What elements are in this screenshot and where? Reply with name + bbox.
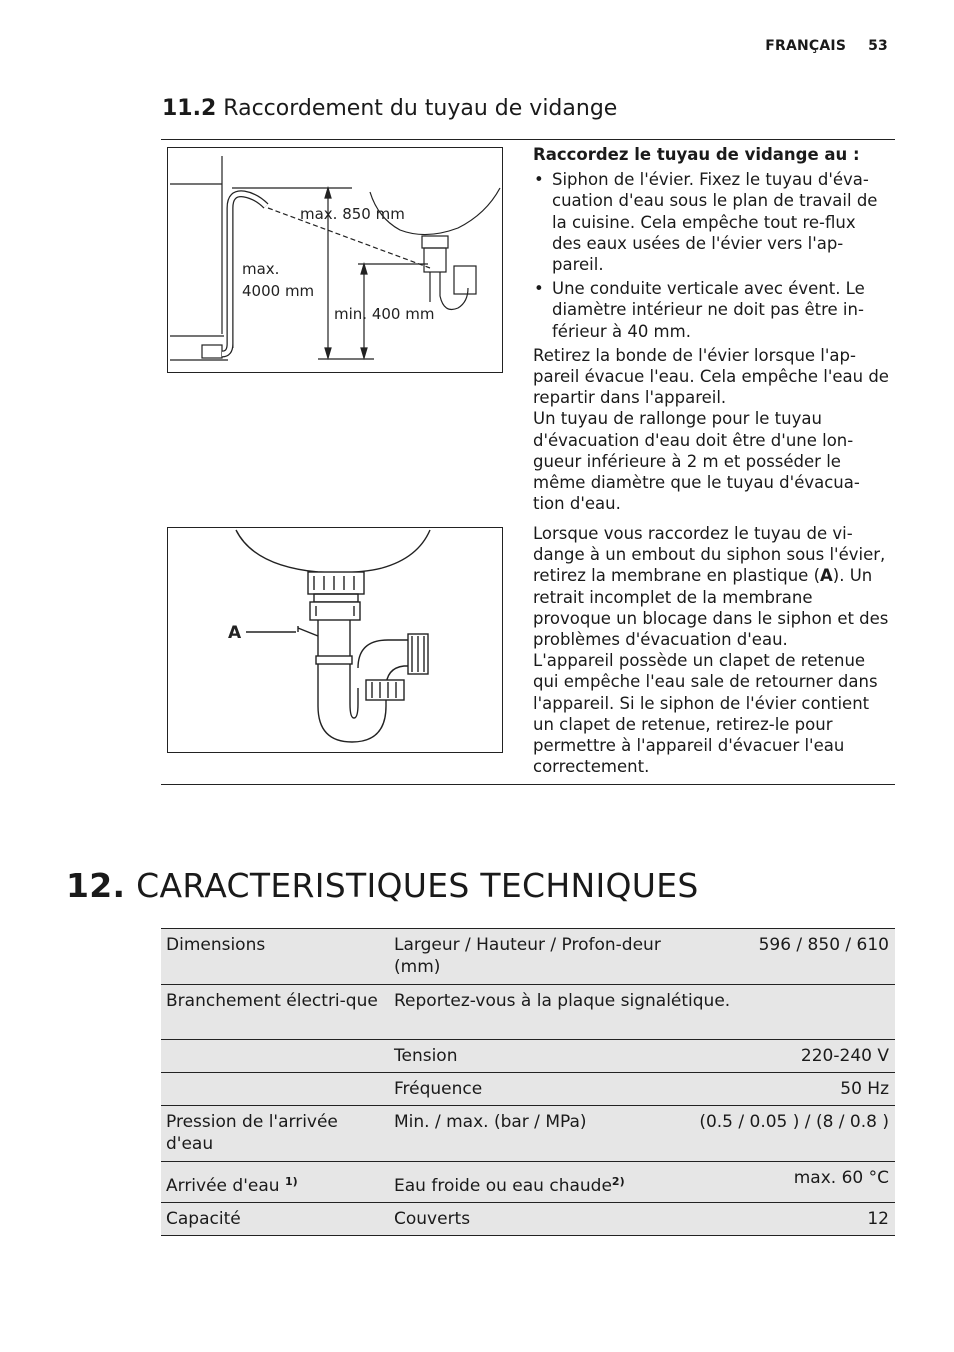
table-cell: 596 / 850 / 610 [670,929,895,985]
table-row [161,1073,895,1106]
table-cell: 50 Hz [670,1073,895,1106]
label-a: A [228,623,242,643]
page-number: 53 [868,38,888,54]
label-max: max. [242,260,280,278]
membrane-label-a: A [820,566,833,586]
list-item: • Siphon de l'évier. Fixez le tuyau d'éva-cuation d'eau sous le plan de travail de la cuisine. Cela empêche tout re-flux des eaux usées de l'évier vers l'ap-pareil. [533,169,889,275]
table-row [161,1203,895,1236]
table-cell: max. 60 °C [670,1162,895,1203]
table-cell [389,1162,670,1203]
drain-connection-text [533,144,889,514]
footnote-ref: 1) [284,1175,298,1188]
membrane-text-after: ). Un retrait incomplet de la membrane provoque un blocage dans le siphon et des problèmes d'évacuation d'eau. [533,566,889,650]
chapter-title-text: CARACTERISTIQUES TECHNIQUES [136,866,699,905]
section-bottom-rule [161,784,895,785]
siphon-membrane-diagram [168,528,502,752]
drain-hose-height-diagram [168,148,502,372]
table-cell: Min. / max. (bar / MPa) [389,1106,670,1162]
membrane-para [533,523,889,650]
table-cell: Couverts [389,1203,670,1236]
label-max-850: max. 850 mm [300,205,405,223]
table-cell: Dimensions [161,929,389,985]
table-cell: 12 [670,1203,895,1236]
table-cell [161,1040,389,1073]
water-inlet-label: Arrivée d'eau [166,1176,280,1196]
drain-intro: Raccordez le tuyau de vidange au : [533,145,860,164]
table-row [161,929,895,985]
drain-hose-height-figure [167,147,503,373]
table-cell [161,1073,389,1106]
section-top-rule [161,139,895,140]
section-number: 11.2 [162,96,217,121]
table-row [161,1162,895,1203]
siphon-membrane-figure [167,527,503,753]
table-cell: 220-240 V [670,1040,895,1073]
table-cell: Branchement électri-que [161,985,389,1040]
chapter-number: 12. [66,866,126,905]
valve-para: L'appareil possède un clapet de retenue qui empêche l'eau sale de retourner dans l'appareil. Si le siphon de l'évier contient un clapet de retenue, retirez-le pour permettre à l'appareil d'évacuer l'eau correctement. [533,651,878,777]
table-cell: Capacité [161,1203,389,1236]
table-cell [161,1162,389,1203]
header-language: FRANÇAIS [765,38,847,54]
table-row [161,1106,895,1162]
label-min-400: min. 400 mm [334,305,435,323]
drain-para-plug: Retirez la bonde de l'évier lorsque l'ap-pareil évacue l'eau. Cela empêche l'eau de repartir dans l'appareil. [533,345,889,408]
table-cell: Tension [389,1040,670,1073]
table-cell: (0.5 / 0.05 ) / (8 / 0.8 ) [670,1106,895,1162]
table-cell: Fréquence [389,1073,670,1106]
table-cell: Pression de l'arrivée d'eau [161,1106,389,1162]
section-title [162,96,617,121]
list-item: • Une conduite verticale avec évent. Le diamètre intérieur ne doit pas être in-férieur à 40 mm. [533,278,889,342]
section-title-text: Raccordement du tuyau de vidange [223,96,618,121]
chapter-title [66,866,699,905]
table-row [161,1040,895,1073]
label-4000: 4000 mm [242,282,315,300]
technical-specs-table [161,928,895,1236]
drain-para-extension: Un tuyau de rallonge pour le tuyau d'évacuation d'eau doit être d'une lon-gueur inférieure à 2 m et posséder le même diamètre que le tuyau d'évacua-tion d'eau. [533,409,860,514]
page-header [765,38,888,54]
membrane-text [533,523,889,777]
membrane-text-before: Lorsque vous raccordez le tuyau de vi-dange à un embout du siphon sous l'évier, retirez la membrane en plastique ( [533,524,886,586]
water-type-label: Eau froide ou eau chaude [394,1176,612,1196]
table-cell: Reportez-vous à la plaque signalétique. [389,985,895,1040]
table-cell: Largeur / Hauteur / Profon-deur (mm) [389,929,670,985]
table-row [161,985,895,1040]
footnote-ref: 2) [611,1175,625,1188]
drain-options-list [533,169,889,342]
